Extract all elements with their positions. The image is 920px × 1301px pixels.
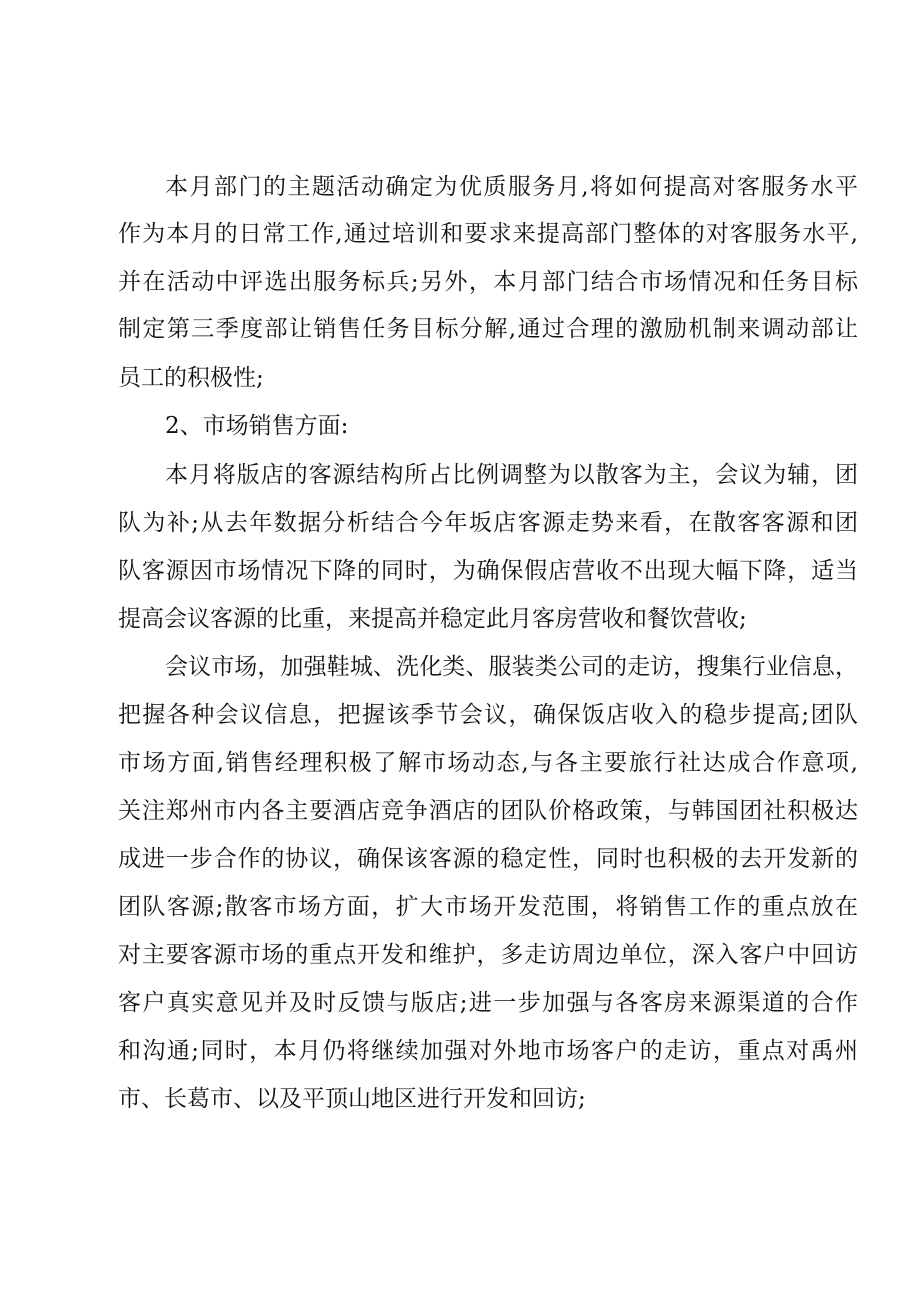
text-line: 本月将版店的客源结构所占比例调整为以散客为主，会议为辅，团	[165, 462, 858, 488]
text-line: 提高会议客源的比重，来提高并稳定此月客房营收和餐饮营收;	[118, 606, 747, 632]
text-line: 作为本月的日常工作,通过培训和要求来提高部门整体的对客服务水平,	[118, 221, 858, 247]
text-line: 成进一步合作的协议，确保该客源的稳定性，同时也积极的去开发新的	[118, 846, 858, 872]
text-line: 制定第三季度部让销售任务目标分解,通过合理的激励机制来调动部让	[118, 316, 858, 342]
text-line: 员工的积极性;	[118, 365, 264, 391]
text-line: 对主要客源市场的重点开发和维护，多走访周边单位，深入客户中回访	[118, 942, 858, 968]
text-line: 市场方面,销售经理积极了解市场动态,与各主要旅行社达成合作意项,	[118, 750, 858, 776]
text-line: 队为补;从去年数据分析结合今年坂店客源走势来看，在散客客源和团	[118, 510, 858, 536]
text-line: 本月部门的主题活动确定为优质服务月,将如何提高对客服务水平	[165, 174, 858, 200]
text-line: 客户真实意见并及时反馈与版店;进一步加强与各客房来源渠道的合作	[118, 990, 858, 1016]
text-line: 市、长葛市、以及平顶山地区进行开发和回访;	[118, 1086, 586, 1112]
text-line: 会议市场，加强鞋城、洗化类、服装类公司的走访，搜集行业信息，	[165, 654, 858, 680]
text-line: 把握各种会议信息，把握该季节会议，确保饭店收入的稳步提高;团队	[118, 702, 858, 728]
text-line: 队客源因市场情况下降的同时，为确保假店营收不出现大幅下降，适当	[118, 558, 858, 584]
text-line: 团队客源;散客市场方面，扩大市场开发范围，将销售工作的重点放在	[118, 894, 858, 920]
text-line: 关注郑州市内各主要酒店竞争酒店的团队价格政策，与韩国团社积极达	[118, 798, 858, 824]
section-heading: 2、市场销售方面:	[165, 413, 349, 439]
text-line: 和沟通;同时，本月仍将继续加强对外地市场客户的走访，重点对禹州	[118, 1038, 858, 1064]
text-line: 并在活动中评选出服务标兵;另外，本月部门结合市场情况和任务目标	[118, 269, 858, 295]
